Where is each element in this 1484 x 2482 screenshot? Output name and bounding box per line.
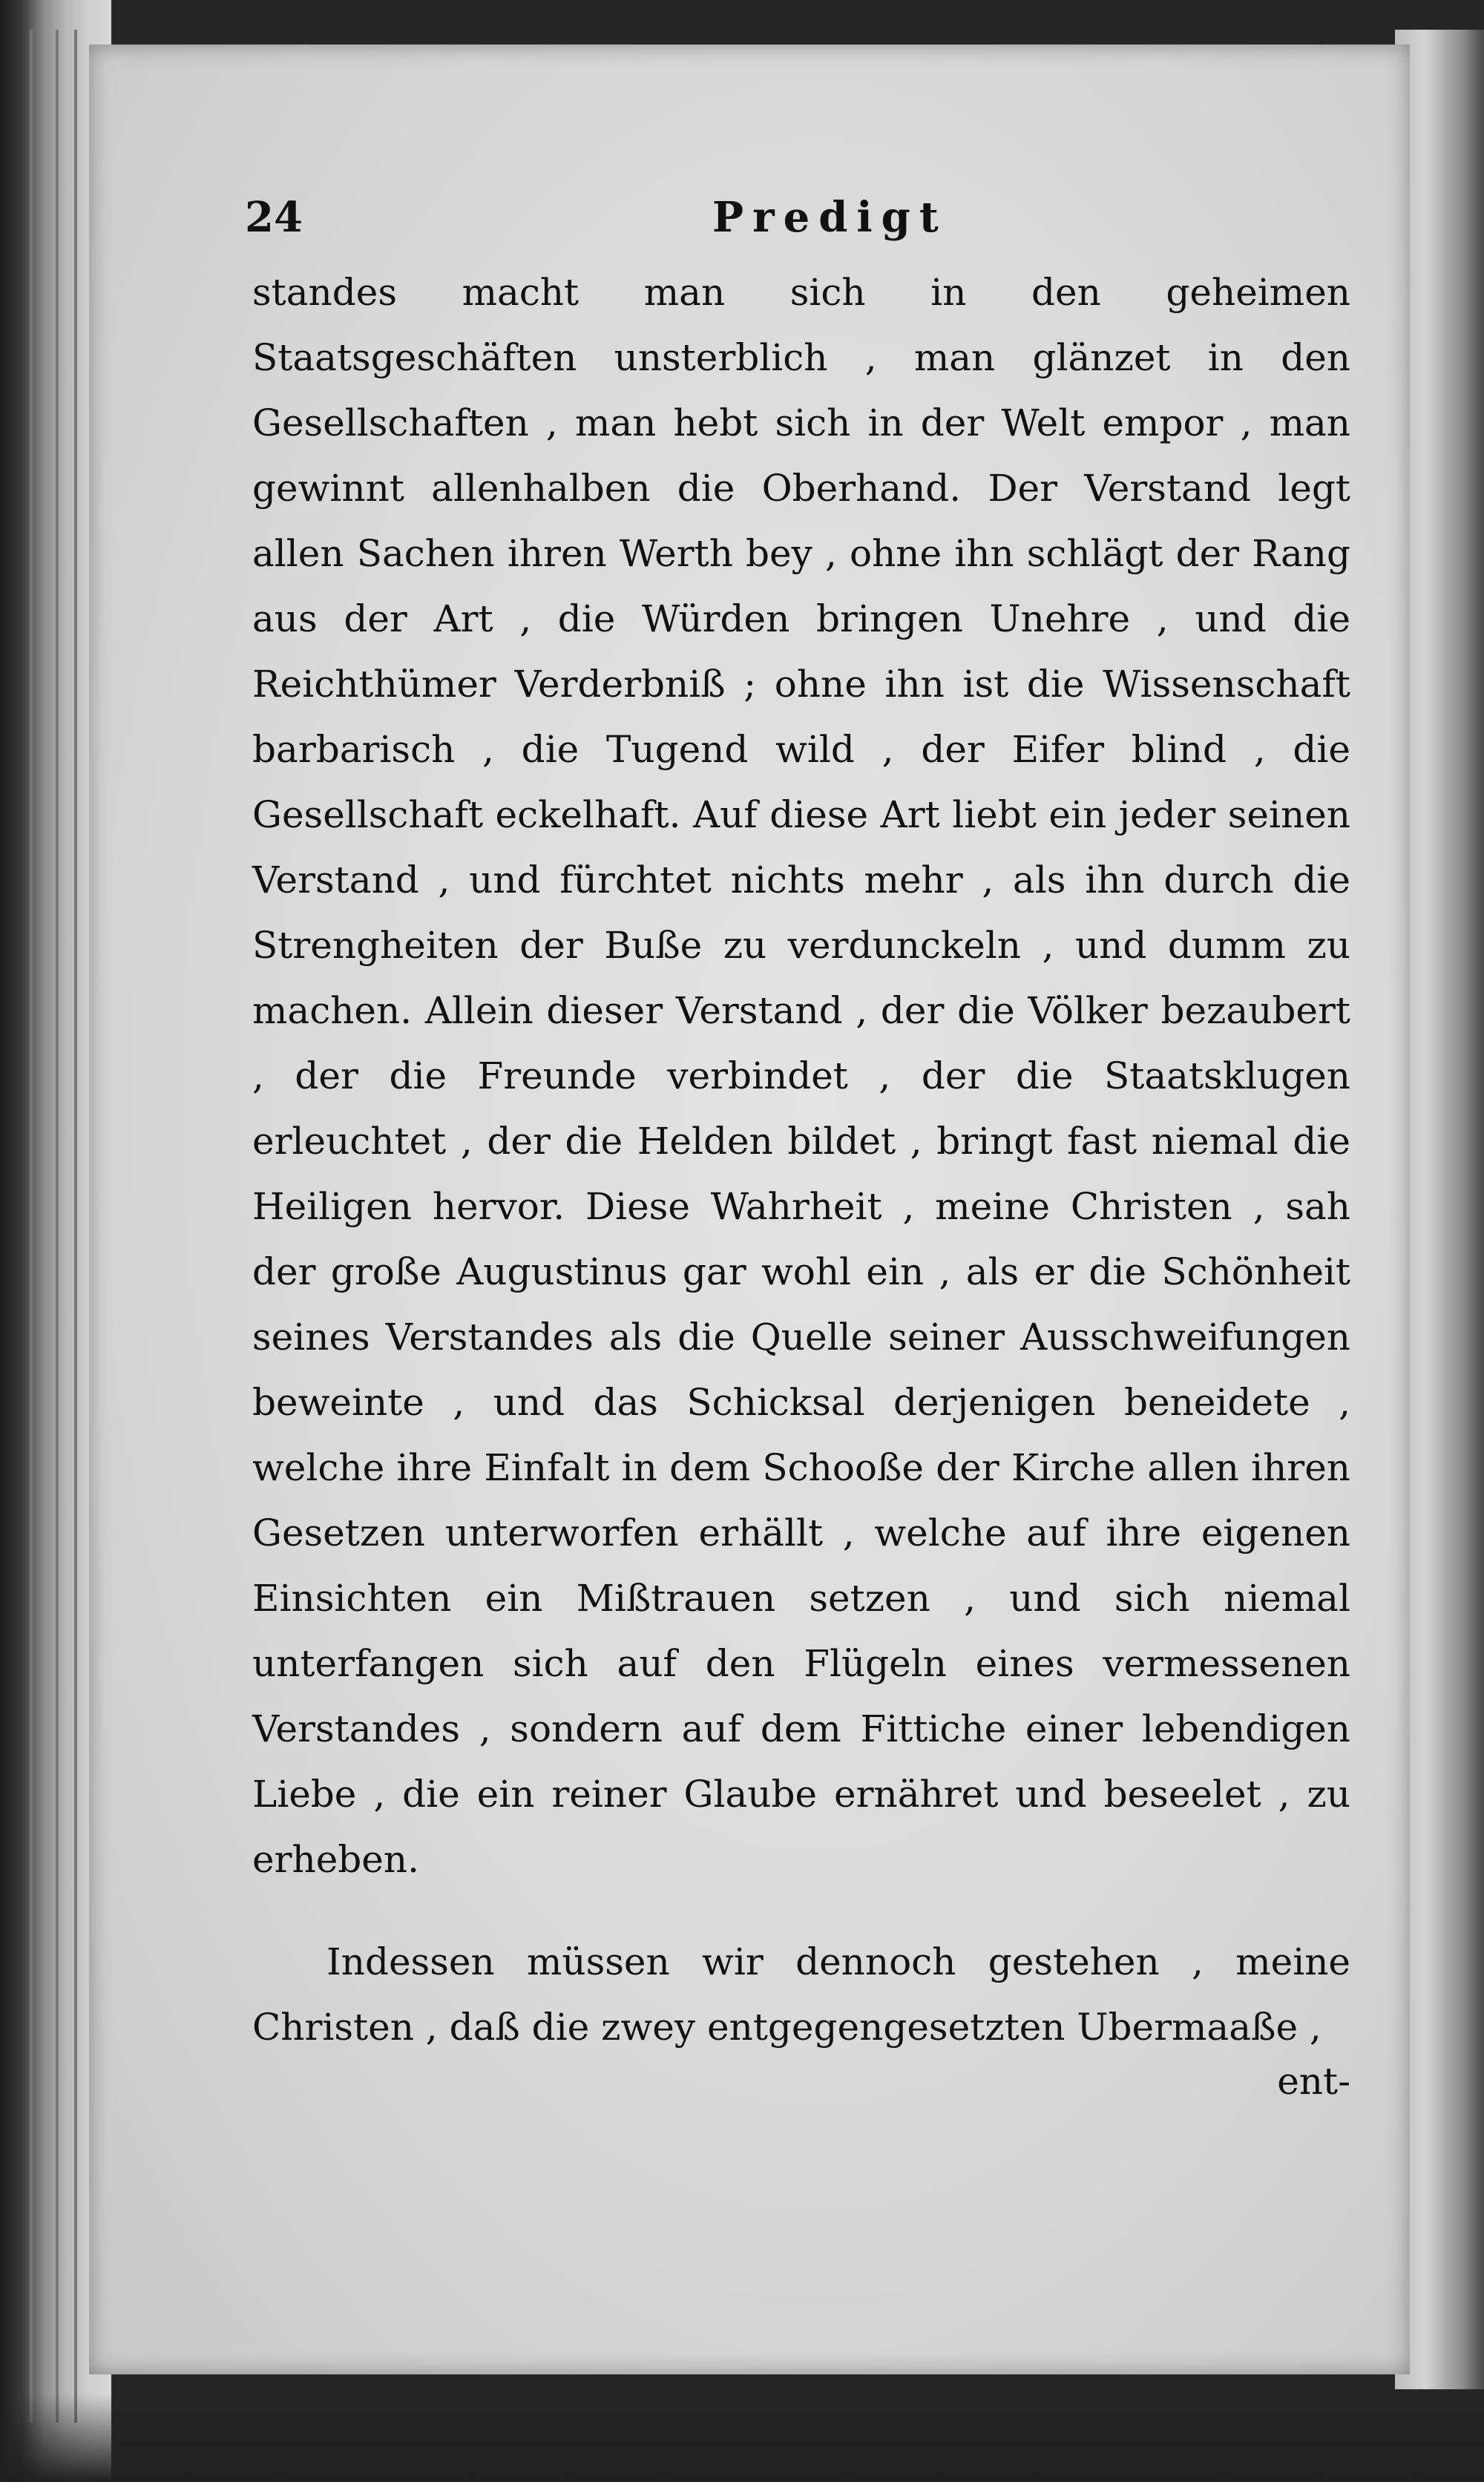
body-text [237, 260, 1350, 2060]
page-stack-line [74, 30, 77, 2423]
running-title: Predigt [712, 193, 948, 242]
book-page [89, 45, 1410, 2374]
page-content [237, 178, 1425, 2103]
page-stack-line [56, 30, 59, 2423]
page-header [237, 178, 1425, 260]
catchword: ent- [1277, 2060, 1350, 2103]
paragraph: Indessen müssen wir dennoch gestehen , meine Christen , daß die zwey entgegengesetzten Ubermaaße , [252, 1940, 1350, 2049]
bottom-shadow [0, 2393, 1484, 2482]
page-stack-line [30, 30, 33, 2423]
paragraph: standes macht man sich in den geheimen Staatsgeschäften unsterblich , man glänzet in den Gesellschaften , man hebt sich in der Welt empor , man gewinnt allenhalben die Oberhand. Der Verstand legt allen Sachen ihren Werth bey , ohne ihn schlägt der Rang aus der Art , die Würden bringen Unehre , und die Reichthümer Verderbniß ; ohne ihn ist die Wissenschaft barbarisch , die Tugend wild , der Eifer blind , die Gesellschaft eckelhaft. Auf diese Art liebt ein jeder seinen Verstand , und fürchtet nichts mehr , als ihn durch die Strengheiten der Buße zu verdunckeln , und dumm zu machen. Allein dieser Verstand , der die Völker bezaubert , der die Freunde verbindet , der die Staatsklugen erleuchtet , der die Helden bildet , bringt fast niemal die Heiligen hervor. Diese Wahrheit , meine Christen , sah der große Augustinus gar wohl ein , als er die Schönheit seines Verstandes als die Quelle seiner Ausschweifungen beweinte , und das Schicksal derjenigen beneidete , welche ihre Einfalt in dem Schooße der Kirche allen ihren Gesetzen unterworfen erhällt , welche auf ihre eigenen Einsichten ein Mißtrauen setzen , und sich niemal unterfangen sich auf den Flügeln eines vermessenen Verstandes , sondern auf dem Fittiche einer lebendigen Liebe , die ein reiner Glaube ernähret und beseelet , zu erheben. [252, 271, 1350, 1881]
page-number: 24 [245, 193, 303, 242]
